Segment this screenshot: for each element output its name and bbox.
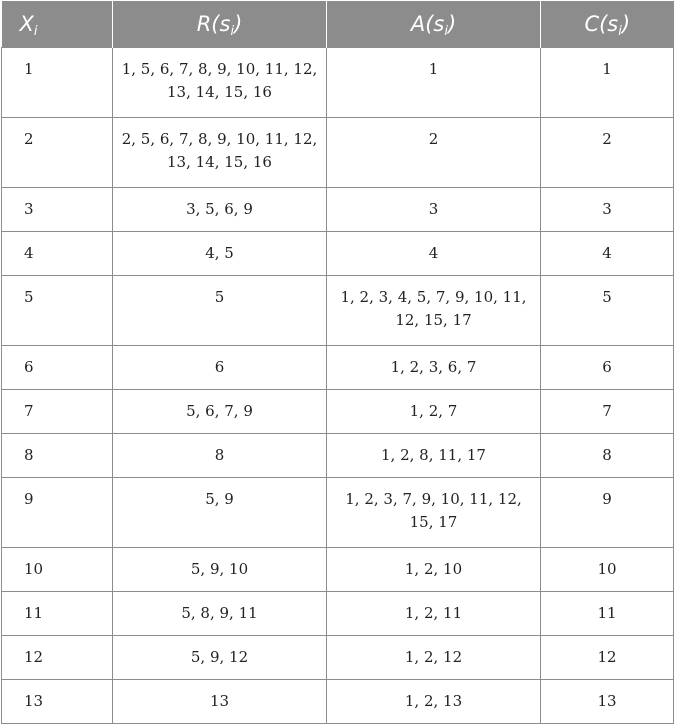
cell-a: 1, 2, 8, 11, 17 (327, 434, 541, 478)
table-row (2, 346, 674, 390)
cell-c: 11 (541, 592, 674, 636)
table-row (2, 680, 674, 724)
table-row (2, 390, 674, 434)
header-row (2, 1, 674, 48)
table-row (2, 478, 674, 548)
cell-c: 8 (541, 434, 674, 478)
cell-r: 5, 9, 12 (113, 636, 327, 680)
cell-c: 7 (541, 390, 674, 434)
cell-xi: 11 (2, 592, 113, 636)
cell-a: 1, 2, 3, 7, 9, 10, 11, 12, 15, 17 (327, 478, 541, 548)
cell-a: 1, 2, 7 (327, 390, 541, 434)
cell-xi: 7 (2, 390, 113, 434)
cell-xi: 12 (2, 636, 113, 680)
cell-xi: 2 (2, 118, 113, 188)
table-row (2, 48, 674, 118)
cell-r: 4, 5 (113, 232, 327, 276)
cell-xi: 6 (2, 346, 113, 390)
cell-c: 12 (541, 636, 674, 680)
cell-c: 6 (541, 346, 674, 390)
cell-r: 5, 9, 10 (113, 548, 327, 592)
table-row (2, 276, 674, 346)
cell-xi: 8 (2, 434, 113, 478)
cell-a: 1, 2, 11 (327, 592, 541, 636)
cell-r: 8 (113, 434, 327, 478)
cell-xi: 1 (2, 48, 113, 118)
cell-c: 1 (541, 48, 674, 118)
table-row (2, 434, 674, 478)
cell-r: 3, 5, 6, 9 (113, 188, 327, 232)
header-r-si: $R(s_i)$ (113, 1, 327, 48)
cell-r: 5, 8, 9, 11 (113, 592, 327, 636)
header-xi: $X_i$ (2, 1, 113, 48)
cell-c: 10 (541, 548, 674, 592)
cell-xi: 13 (2, 680, 113, 724)
table-row (2, 636, 674, 680)
cell-c: 4 (541, 232, 674, 276)
header-a-si: $A(s_i)$ (327, 1, 541, 48)
reachability-table (1, 1, 674, 724)
cell-a: 1, 2, 3, 4, 5, 7, 9, 10, 11, 12, 15, 17 (327, 276, 541, 346)
cell-a: 1, 2, 12 (327, 636, 541, 680)
cell-r: 5 (113, 276, 327, 346)
cell-xi: 3 (2, 188, 113, 232)
cell-a: 3 (327, 188, 541, 232)
cell-r: 6 (113, 346, 327, 390)
table-row (2, 118, 674, 188)
cell-a: 2 (327, 118, 541, 188)
cell-xi: 5 (2, 276, 113, 346)
cell-r: 2, 5, 6, 7, 8, 9, 10, 11, 12, 13, 14, 15, 16 (113, 118, 327, 188)
header-c-si: $C(s_i)$ (541, 1, 674, 48)
cell-r: 5, 6, 7, 9 (113, 390, 327, 434)
table-row (2, 188, 674, 232)
cell-c: 2 (541, 118, 674, 188)
cell-r: 1, 5, 6, 7, 8, 9, 10, 11, 12, 13, 14, 15, 16 (113, 48, 327, 118)
table-row (2, 548, 674, 592)
cell-xi: 4 (2, 232, 113, 276)
cell-xi: 10 (2, 548, 113, 592)
cell-a: 4 (327, 232, 541, 276)
cell-a: 1, 2, 3, 6, 7 (327, 346, 541, 390)
cell-c: 9 (541, 478, 674, 548)
table-row (2, 232, 674, 276)
cell-a: 1 (327, 48, 541, 118)
cell-c: 13 (541, 680, 674, 724)
cell-a: 1, 2, 10 (327, 548, 541, 592)
cell-c: 5 (541, 276, 674, 346)
table-row (2, 592, 674, 636)
cell-c: 3 (541, 188, 674, 232)
cell-a: 1, 2, 13 (327, 680, 541, 724)
cell-xi: 9 (2, 478, 113, 548)
cell-r: 13 (113, 680, 327, 724)
cell-r: 5, 9 (113, 478, 327, 548)
